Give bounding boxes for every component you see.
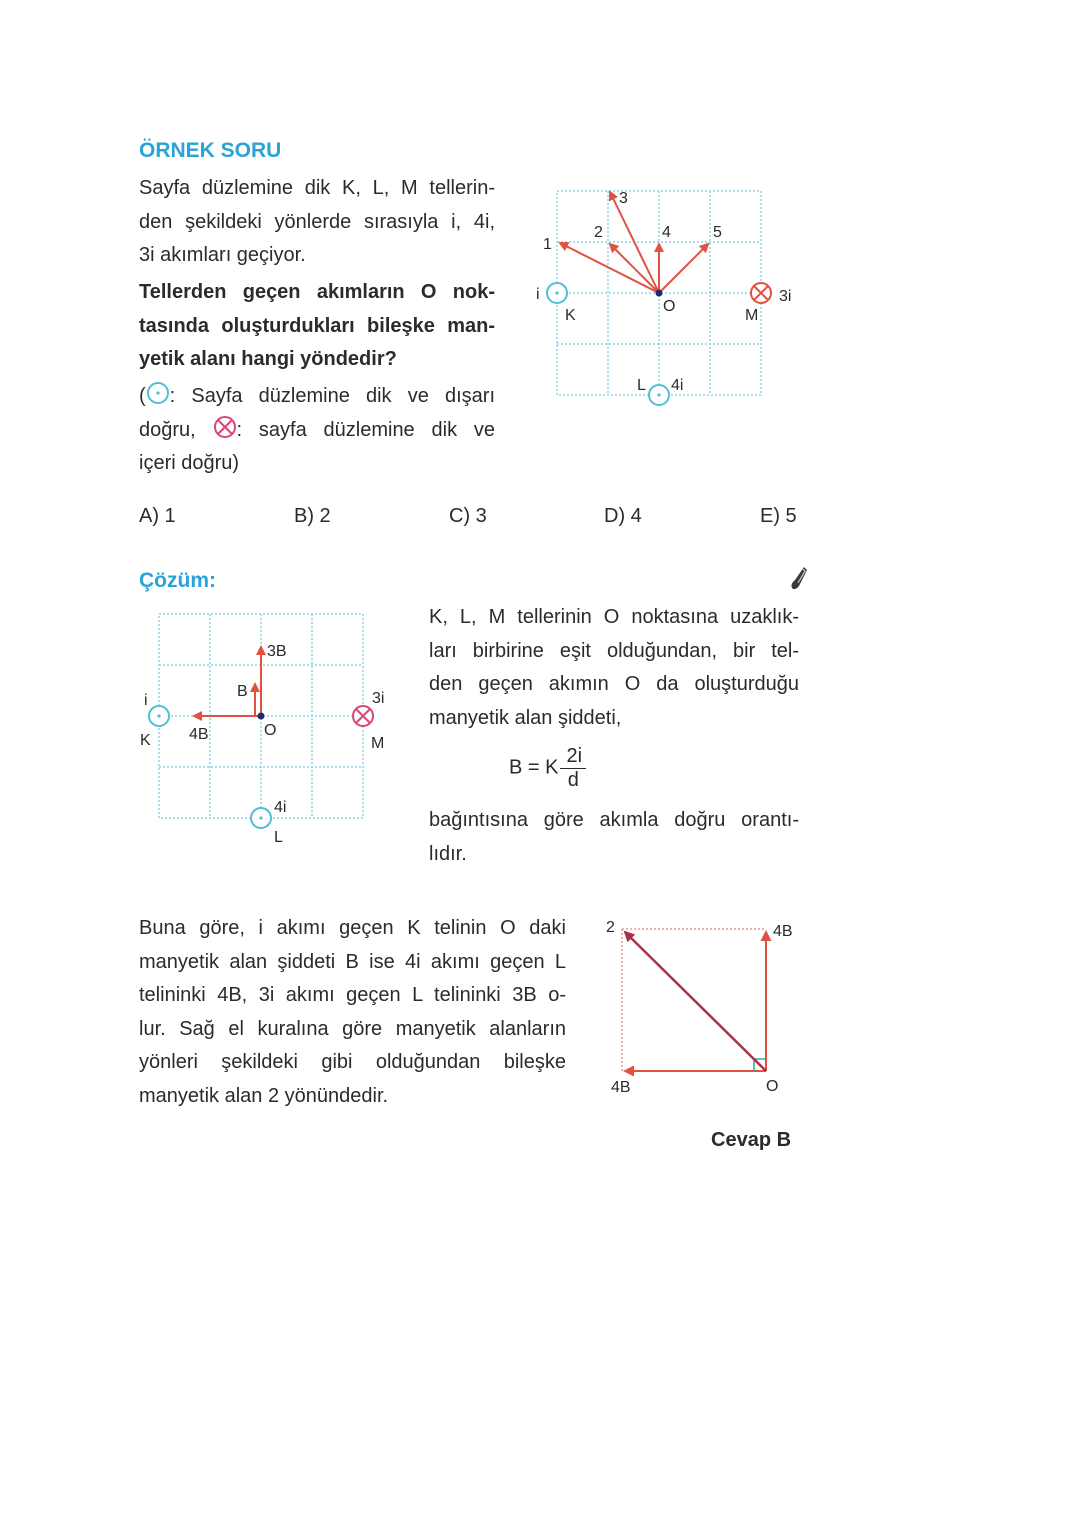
solution-line: manyetik alan şiddeti,: [429, 706, 622, 729]
wire-k-out-icon: [547, 283, 567, 303]
option-c[interactable]: C) 3: [449, 505, 487, 527]
direction-label-1: 1: [543, 236, 552, 253]
wire-k-label: K: [565, 307, 576, 324]
conclusion-line: Buna göre, i akımı geçen K telinin O daki: [139, 917, 566, 939]
wire-l-label: L: [274, 829, 283, 846]
formula-lhs: B = K: [509, 756, 559, 779]
prompt-line: yetik alanı hangi yöndedir?: [139, 348, 397, 370]
option-a[interactable]: A) 1: [139, 505, 176, 527]
vector-4b-label: 4B: [189, 726, 209, 743]
wire-l-current: 4i: [274, 799, 287, 816]
question-figure: [530, 180, 810, 410]
current-out-icon: [146, 381, 170, 405]
conclusion-line: lur. Sağ el kuralına göre manyetik alanların: [139, 1017, 566, 1040]
wire-k-out-icon: [149, 706, 169, 726]
wire-l-current: 4i: [671, 377, 684, 394]
intro-line: Sayfa düzlemine dik K, L, M tellerin-: [139, 177, 495, 199]
solution-line: lıdır.: [429, 842, 467, 865]
formula-fraction: [560, 745, 586, 791]
wire-k-label: K: [140, 732, 151, 749]
direction-label-3: 3: [619, 190, 628, 207]
resultant-figure: [590, 905, 820, 1105]
formula-numerator: 2i: [560, 745, 586, 769]
conclusion-line: manyetik alan şiddeti B ise 4i akımı geçen L: [139, 950, 566, 973]
resultant-vector: [625, 932, 766, 1071]
field-vectors: [194, 647, 261, 716]
direction-label-5: 5: [713, 224, 722, 241]
vector-3b-label: 3B: [267, 643, 287, 660]
prompt-line: Tellerden geçen akımların O nok-: [139, 281, 495, 303]
option-b[interactable]: B) 2: [294, 505, 331, 527]
answer-label: Cevap B: [711, 1129, 792, 1151]
point-o: [656, 290, 663, 297]
point-o: [258, 713, 265, 720]
wire-m-label: M: [371, 735, 385, 752]
wire-l-out-icon: [251, 808, 271, 828]
point-o-label: O: [663, 298, 676, 315]
legend-line-2: doğru, : sayfa düzlemine dik ve: [139, 414, 495, 448]
wire-m-in-icon: [353, 706, 373, 726]
legend-line-1: ( : Sayfa düzlemine dik ve dışarı: [139, 380, 495, 414]
wire-m-label: M: [745, 307, 759, 324]
solution-text-after: [429, 804, 799, 871]
question-prompt: [139, 276, 495, 377]
pencil-icon: [790, 566, 808, 592]
option-e[interactable]: E) 5: [760, 505, 797, 527]
current-in-icon: [213, 415, 237, 439]
resultant-label: 2: [606, 919, 615, 936]
prompt-line: tasında oluşturdukları bileşke man-: [139, 314, 495, 337]
question-heading: ÖRNEK SORU: [139, 139, 282, 162]
up-vector-label: 4B: [773, 923, 793, 940]
wire-k-current: i: [536, 286, 540, 303]
conclusion-line: telininki 4B, 3i akımı geçen L telininki 3B o-: [139, 984, 566, 1006]
left-vector-label: 4B: [611, 1079, 631, 1096]
option-d[interactable]: D) 4: [604, 505, 642, 527]
direction-label-2: 2: [594, 224, 603, 241]
wire-m-current: 3i: [372, 690, 385, 707]
solution-heading: Çözüm:: [139, 569, 216, 592]
conclusion-text: [139, 912, 566, 1113]
question-intro: [139, 172, 495, 273]
solution-line: bağıntısına göre akımla doğru orantı-: [429, 809, 799, 831]
point-o-label: O: [264, 722, 277, 739]
intro-line: 3i akımları geçiyor.: [139, 244, 306, 266]
wire-m-in-icon: [751, 283, 771, 303]
formula-denominator: d: [567, 769, 579, 791]
vector-b-label: B: [237, 683, 248, 700]
solution-text: [429, 601, 799, 735]
solution-line: K, L, M tellerinin O noktasına uzaklık-: [429, 606, 799, 628]
conclusion-line: yönleri şekildeki gibi olduğundan bileşke: [139, 1051, 566, 1073]
solution-figure: [130, 600, 400, 850]
intro-line: den şekildeki yönlerde sırasıyla i, 4i,: [139, 210, 495, 233]
wire-l-label: L: [637, 377, 646, 394]
wire-l-out-icon: [649, 385, 669, 405]
solution-line: ları birbirine eşit olduğundan, bir tel-: [429, 639, 799, 662]
solution-line: den geçen akımın O da oluşturduğu: [429, 673, 799, 695]
wire-k-current: i: [144, 692, 148, 709]
symbol-legend: [139, 380, 495, 481]
legend-line-3: içeri doğru): [139, 452, 240, 474]
direction-label-4: 4: [662, 224, 671, 241]
formula: [509, 745, 586, 791]
conclusion-line: manyetik alan 2 yönündedir.: [139, 1084, 389, 1107]
wire-m-current: 3i: [779, 288, 792, 305]
origin-label: O: [766, 1078, 779, 1095]
